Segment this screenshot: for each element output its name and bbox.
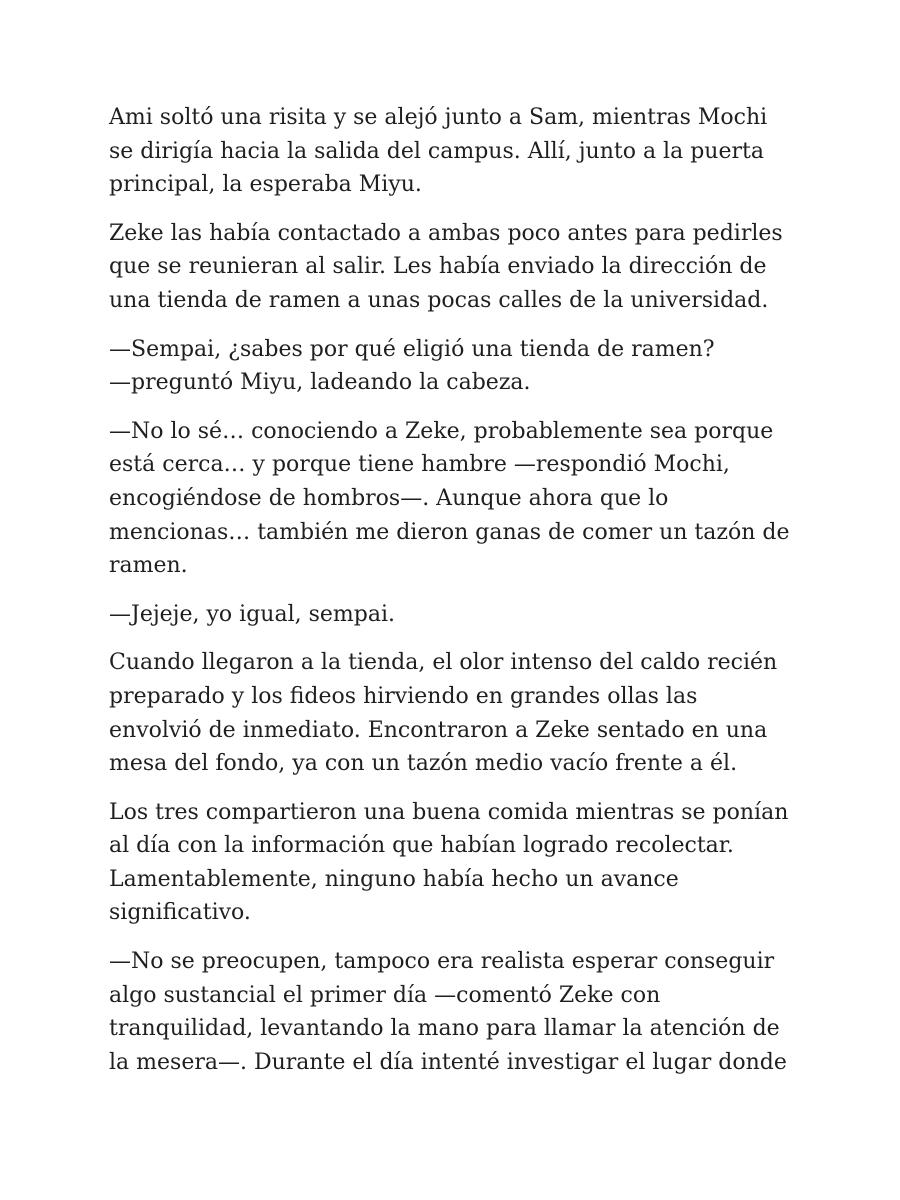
paragraph <box>109 101 809 202</box>
paragraph <box>109 598 809 632</box>
text-line: mesa del fondo, ya con un tazón medio vacío frente a él. <box>109 751 738 777</box>
text-line: Lamentablemente, ninguno había hecho un avance <box>109 866 679 892</box>
text-line: ramen. <box>109 553 188 579</box>
text-line: mencionas… también me dieron ganas de comer un tazón de <box>109 519 790 545</box>
text-line: —No se preocupen, tampoco era realista esperar conseguir <box>109 949 775 975</box>
text-line: principal, la esperaba Miyu. <box>109 172 422 198</box>
text-line: —preguntó Miyu, ladeando la cabeza. <box>109 370 531 396</box>
text-line: —Jejeje, yo igual, sempai. <box>109 601 395 627</box>
text-line: la mesera—. Durante el día intenté investigar el lugar donde <box>109 1049 787 1075</box>
text-line: una tienda de ramen a unas pocas calles de la universidad. <box>109 287 769 313</box>
text-line: encogiéndose de hombros—. Aunque ahora que lo <box>109 485 669 511</box>
paragraph <box>109 646 809 780</box>
text-line: al día con la información que habían logrado recolectar. <box>109 833 734 859</box>
text-line: Zeke las había contactado a ambas poco antes para pedirles <box>109 220 783 246</box>
text-line: que se reunieran al salir. Les había enviado la dirección de <box>109 254 767 280</box>
page-text <box>109 101 809 1094</box>
text-line: Ami soltó una risita y se alejó junto a Sam, mientras Mochi <box>109 105 768 130</box>
paragraph <box>109 415 809 583</box>
text-line: Los tres compartieron una buena comida mientras se ponían <box>109 799 789 825</box>
text-line: tranquilidad, levantando la mano para llamar la atención de <box>109 1016 780 1042</box>
text-line: —Sempai, ¿sabes por qué eligió una tienda de ramen? <box>109 336 715 362</box>
text-line: se dirigía hacia la salida del campus. Allí, junto a la puerta <box>109 138 764 164</box>
text-line: Cuando llegaron a la tienda, el olor intenso del caldo recién <box>109 650 778 676</box>
paragraph <box>109 945 809 1079</box>
text-line: algo sustancial el primer día —comentó Zeke con <box>109 982 661 1008</box>
text-line: envolvió de inmediato. Encontraron a Zeke sentado en una <box>109 717 768 743</box>
paragraph <box>109 217 809 318</box>
paragraph <box>109 333 809 400</box>
text-line: está cerca… y porque tiene hambre —respondió Mochi, <box>109 452 730 478</box>
text-line: significativo. <box>109 900 251 926</box>
paragraph <box>109 796 809 930</box>
text-line: —No lo sé… conociendo a Zeke, probablemente sea porque <box>109 418 774 444</box>
text-line: preparado y los fideos hirviendo en grandes ollas las <box>109 683 698 709</box>
